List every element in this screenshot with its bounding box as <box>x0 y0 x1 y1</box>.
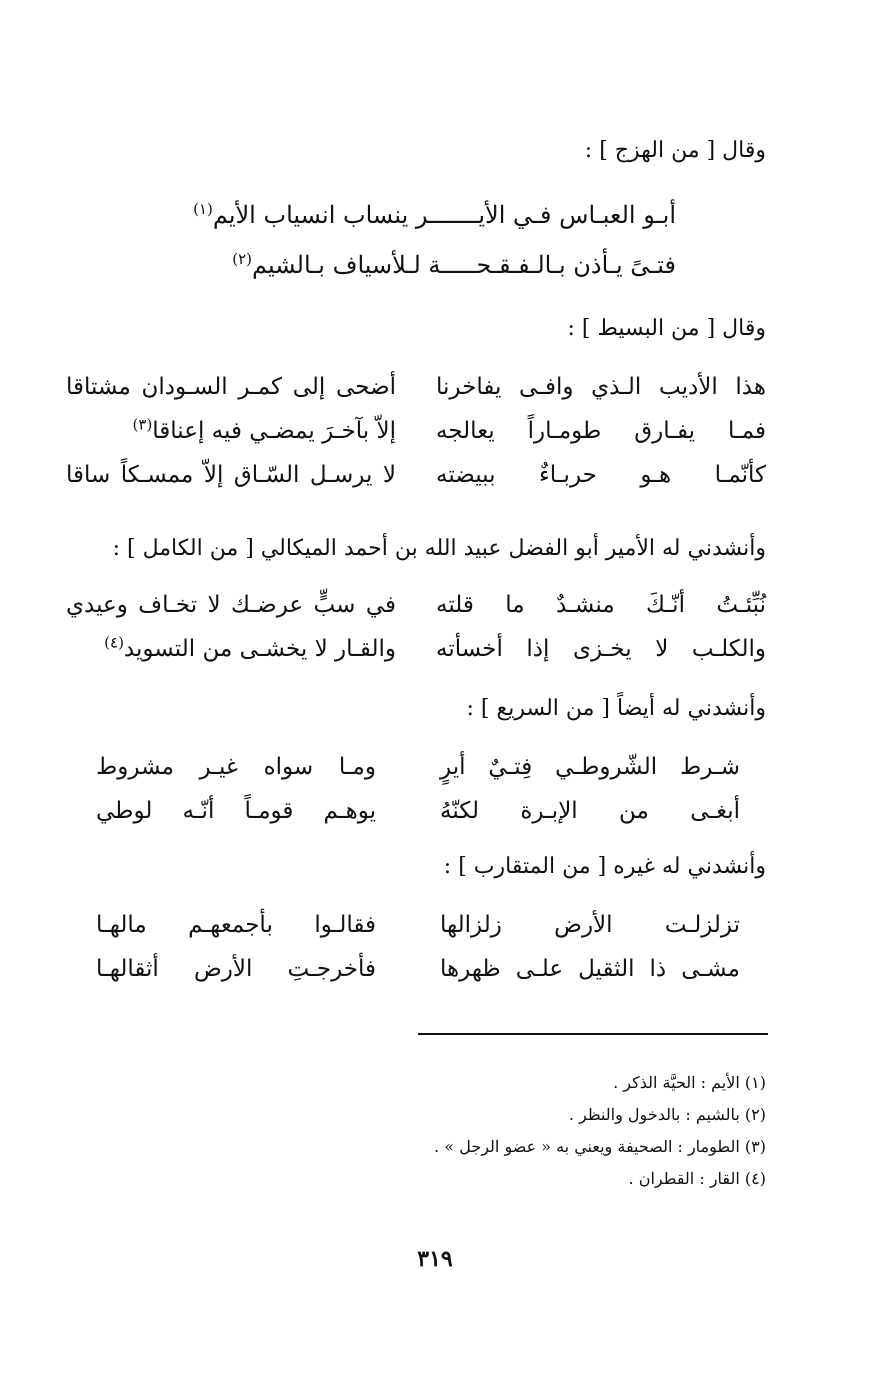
hemistich-left: فقالـوا بأجمعهـم مالهـا <box>96 912 376 938</box>
hemistich-right: تزلزلـت الأرض زلزالها <box>440 912 740 938</box>
footnote-marker: (٣) <box>132 415 153 434</box>
hemistich-left: يوهـم قومـاً أنّـه لوطي <box>96 798 376 824</box>
hemistich-left: فأخرجـتِ الأرض أثقالهـا <box>96 956 376 982</box>
footnote-marker: (٤) <box>104 633 124 652</box>
footnote-marker: (٢) <box>232 250 252 268</box>
hemistich-text: والقـار لا يخشـى من التسويد <box>123 636 396 662</box>
footnote: (٢) بالشيم : بالدخول والنظر . <box>568 1105 766 1124</box>
hemistich-left: ومـا سواه غيـر مشروط <box>96 754 376 780</box>
hemistich-right: شـرط الشّروطـي فِتـيٌ أيرٍ <box>440 754 740 780</box>
hemistich-left: في سبٍّ عرضـك لا تخـاف وعيدي <box>66 592 396 618</box>
verse-text: فتـىً يـأذن بـالـفـقـحـــــة لـلأسياف بـالشيم <box>252 251 676 279</box>
hemistich-right: أبغـى من الإبـرة لكنّهُ <box>440 798 740 824</box>
hemistich-text: إلاّ بآخـرَ يمضـي فيه إعناقا <box>152 418 396 444</box>
hemistich-right: هذا الأديب الـذي وافـى يفاخرنا <box>436 374 766 400</box>
hemistich-left <box>66 634 396 664</box>
hemistich-left: لا يرسـل السّـاق إلاّ ممسـكاً ساقا <box>66 462 396 488</box>
page-number: ٣١٩ <box>417 1246 453 1272</box>
hemistich-right: نُبِّئـتُ أنّـكَ منشـدٌ ما قلته <box>436 592 766 618</box>
verse-line <box>193 200 676 230</box>
section-intro: وأنشدني له الأمير أبو الفضل عبيد الله بن أحمد الميكالي [ من الكامل ] : <box>112 536 766 561</box>
hemistich-right: فمـا يفـارق طومـاراً يعالجه <box>436 418 766 444</box>
hemistich-right: كأنّمـا هـو حربـاءٌ ببيضته <box>436 462 766 488</box>
section-intro: وأنشدني له غيره [ من المتقارب ] : <box>443 854 766 879</box>
footnote: (٣) الطومار : الصحيفة ويعني به « عضو الرجل » . <box>434 1137 766 1156</box>
footnote-marker: (١) <box>193 200 213 218</box>
verse-text: أبـو العبـاس فـي الأيـــــــر ينساب انسياب الأيم <box>212 201 676 229</box>
footnote-separator <box>418 1033 768 1035</box>
hemistich-right: والكلـب لا يخـزى إذا أخسأته <box>436 636 766 662</box>
verse-line <box>232 250 676 280</box>
section-intro: وأنشدني له أيضاً [ من السريع ] : <box>466 696 766 721</box>
section-intro: وقال [ من الهزج ] : <box>584 138 766 163</box>
hemistich-right: مشـى ذا الثقيل علـى ظهرها <box>440 956 740 982</box>
footnote: (١) الأيم : الحيَّة الذكر . <box>613 1073 766 1092</box>
hemistich-left: أضحى إلى كمـر السـودان مشتاقا <box>66 374 396 400</box>
hemistich-left <box>66 416 396 446</box>
section-intro: وقال [ من البسيط ] : <box>567 316 766 341</box>
footnote: (٤) القار : القطران . <box>628 1169 766 1188</box>
